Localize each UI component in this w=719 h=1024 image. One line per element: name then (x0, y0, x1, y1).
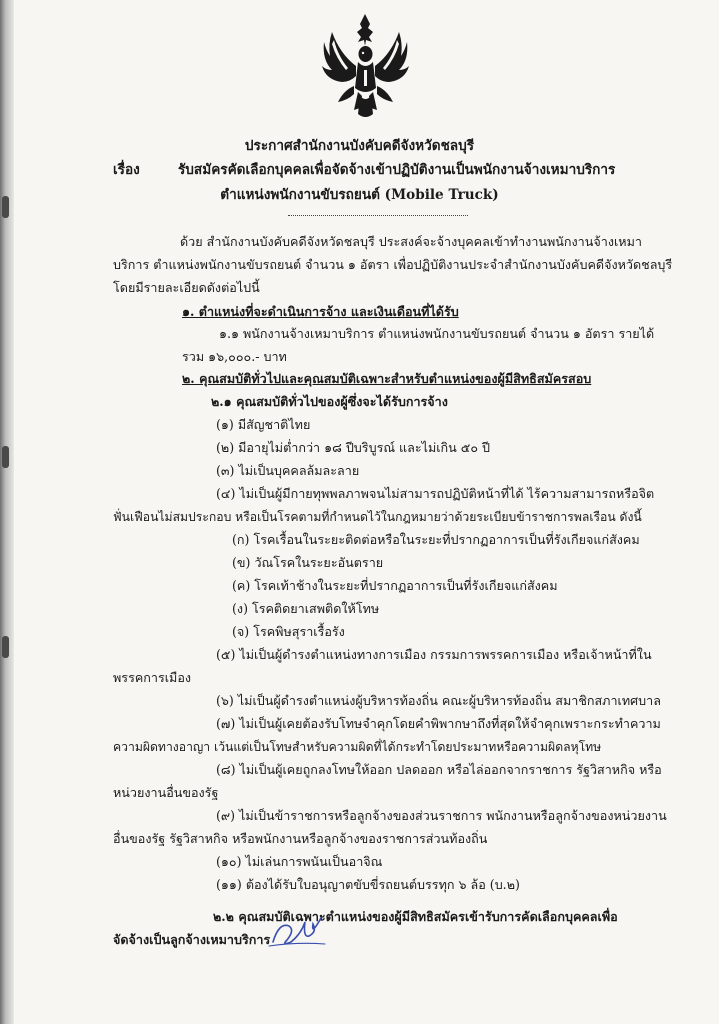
qualification-8-line-2: หน่วยงานอื่นของรัฐ (113, 785, 219, 800)
punch-hole-mark (2, 446, 9, 468)
qualification-9-line-1: (๙) ไม่เป็นข้าราชการหรือลูกจ้างของส่วนราชการ พนักงานหรือลูกจ้างของหน่วยงาน (216, 808, 667, 823)
section-1-item-line-2: รวม ๑๖,๐๐๐.- บาท (182, 349, 287, 364)
disease-b: (ข) วัณโรคในระยะอันตราย (232, 555, 384, 570)
qualification-5-line-2: พรรคการเมือง (113, 670, 192, 685)
section-2-heading: ๒. คุณสมบัติทั่วไปและคุณสมบัติเฉพาะสำหรับตำแหน่งของผู้มีสิทธิสมัครสอบ (182, 371, 592, 386)
qualification-5-line-1: (๕) ไม่เป็นผู้ดำรงตำแหน่งทางการเมือง กรรมการพรรคการเมือง หรือเจ้าหน้าที่ใน (216, 647, 652, 662)
garuda-emblem-icon (318, 10, 413, 122)
qualification-10: (๑๐) ไม่เล่นการพนันเป็นอาจิณ (216, 854, 383, 869)
punch-hole-mark (2, 636, 9, 658)
disease-a: (ก) โรคเรื้อนในระยะติดต่อหรือในระยะที่ปรากฏอาการเป็นที่รังเกียจแก่สังคม (232, 532, 640, 547)
disease-e: (จ) โรคพิษสุราเรื้อรัง (232, 624, 345, 639)
header-divider (288, 215, 468, 216)
section-1-heading: ๑. ตำแหน่งที่จะดำเนินการจ้าง และเงินเดือนที่ได้รับ (182, 304, 459, 319)
qualification-8-line-1: (๘) ไม่เป็นผู้เคยถูกลงโทษให้ออก ปลดออก หรือไล่ออกจากราชการ รัฐวิสาหกิจ หรือ (216, 762, 662, 777)
section-2-2-heading-line-2: จัดจ้างเป็นลูกจ้างเหมาบริการ (113, 932, 271, 947)
qualification-4-line-2: ฟั่นเฟือนไม่สมประกอบ หรือเป็นโรคตามที่กำหนดไว้ในกฎหมายว่าด้วยระเบียบข้าราชการพลเรือน ดังนี้ (113, 510, 642, 524)
intro-line-3: โดยมีรายละเอียดดังต่อไปนี้ (113, 280, 260, 295)
section-1-item-line-1: ๑.๑ พนักงานจ้างเหมาบริการ ตำแหน่งพนักงานขับรถยนต์ จำนวน ๑ อัตรา รายได้ (219, 326, 655, 341)
section-2-2-heading-line-1: ๒.๒ คุณสมบัติเฉพาะตำแหน่งของผู้มีสิทธิสมัครเข้ารับการคัดเลือกบุคคลเพื่อ (213, 909, 618, 924)
qualification-6: (๖) ไม่เป็นผู้ดำรงตำแหน่งผู้บริหารท้องถิ่น คณะผู้บริหารท้องถิ่น สมาชิกสภาเทศบาล (216, 693, 661, 708)
subject-label: เรื่อง (113, 162, 140, 178)
document-title: ประกาศสำนักงานบังคับคดีจังหวัดชลบุรี (244, 138, 475, 154)
qualification-11: (๑๑) ต้องได้รับใบอนุญาตขับขี่รถยนต์บรรทุก ๖ ล้อ (บ.๒) (216, 877, 520, 892)
qualification-4-line-1: (๔) ไม่เป็นผู้มีกายทุพพลภาพจนไม่สามารถปฏิบัติหน้าที่ได้ ไร้ความสามารถหรือจิต (216, 486, 655, 501)
disease-d: (ง) โรคติดยาเสพติดให้โทษ (232, 601, 380, 616)
position-title: ตำแหน่งพนักงานขับรถยนต์ (Mobile Truck) (220, 187, 499, 203)
handwritten-signature-icon (267, 912, 327, 950)
qualification-3: (๓) ไม่เป็นบุคคลล้มละลาย (216, 463, 360, 478)
intro-line-1: ด้วย สำนักงานบังคับคดีจังหวัดชลบุรี ประสงค์จะจ้างบุคคลเข้าทำงานพนักงานจ้างเหมา (180, 234, 642, 249)
section-2-1-heading: ๒.๑ คุณสมบัติทั่วไปของผู้ซึ่งจะได้รับการจ้าง (211, 394, 448, 409)
subject-text: รับสมัครคัดเลือกบุคคลเพื่อจัดจ้างเข้าปฏิบัติงานเป็นพนักงานจ้างเหมาบริการ (178, 162, 616, 178)
qualification-7-line-2: ความผิดทางอาญา เว้นแต่เป็นโทษสำหรับความผิดที่ได้กระทำโดยประมาทหรือความผิดลหุโทษ (113, 740, 602, 754)
qualification-7-line-1: (๗) ไม่เป็นผู้เคยต้องรับโทษจำคุกโดยคำพิพากษาถึงที่สุดให้จำคุกเพราะกระทำความ (216, 716, 661, 731)
qualification-1: (๑) มีสัญชาติไทย (216, 417, 311, 432)
qualification-2: (๒) มีอายุไม่ต่ำกว่า ๑๘ ปีบริบูรณ์ และไม่เกิน ๕๐ ปี (216, 440, 491, 455)
intro-line-2: บริการ ตำแหน่งพนักงานขับรถยนต์ จำนวน ๑ อัตรา เพื่อปฏิบัติงานประจำสำนักงานบังคับคดีจังหวัดชลบุรี (113, 257, 673, 272)
disease-c: (ค) โรคเท้าช้างในระยะที่ปรากฏอาการเป็นที่รังเกียจแก่สังคม (232, 578, 558, 593)
qualification-9-line-2: อื่นของรัฐ รัฐวิสาหกิจ หรือพนักงานหรือลูกจ้างของราชการส่วนท้องถิ่น (113, 831, 488, 846)
